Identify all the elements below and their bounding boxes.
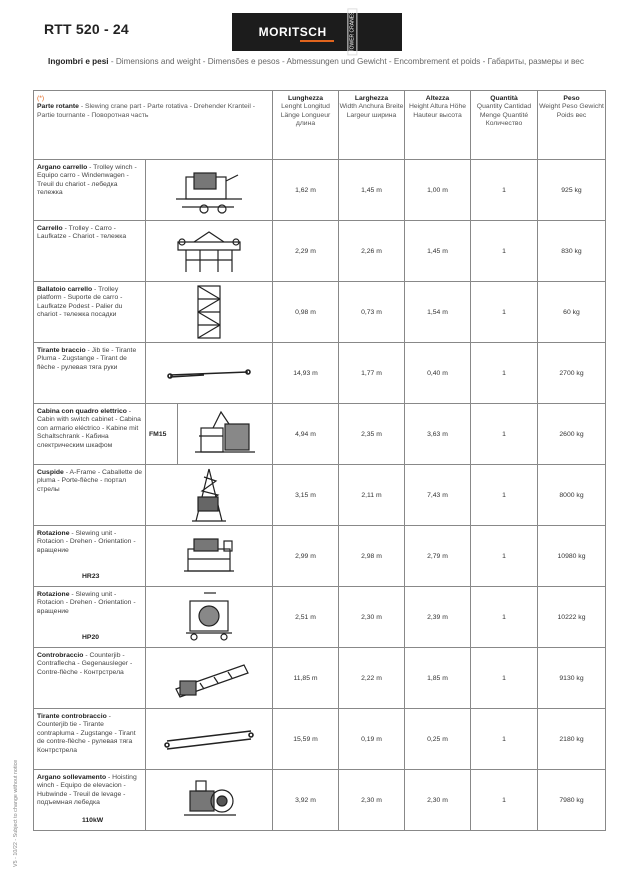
table-row	[34, 160, 606, 221]
row-length: 2,29 m	[273, 221, 339, 282]
row-description: Argano sollevamento - Hoisting winch - Equipo de elevacion - Hubwinde - Treuil de levage - подъемная лебедка 110kW	[34, 770, 146, 831]
table-header-row	[34, 91, 606, 160]
row-weight: 10222 kg	[538, 587, 606, 648]
row-length: 1,62 m	[273, 160, 339, 221]
col-weight-header: Peso Weight Peso Gewicht Poids вес	[538, 91, 606, 160]
row-description: Rotazione - Slewing unit - Rotacion - Drehen - Orientation - вращение HR23	[34, 526, 146, 587]
part-header-bold: Parte rotante	[37, 103, 79, 111]
row-description: Rotazione - Slewing unit - Rotacion - Drehen - Orientation - вращение HP20	[34, 587, 146, 648]
slewing-model-code: HR23	[82, 572, 100, 580]
row-description: Argano carrello - Trolley winch - Equipo carro - Windenwagen - Treuil du chariot - лебедка тележка	[34, 160, 146, 221]
row-width: 2,98 m	[339, 526, 405, 587]
row-height: 3,63 m	[405, 404, 471, 465]
row-height: 1,85 m	[405, 648, 471, 709]
row-length: 15,59 m	[273, 709, 339, 770]
row-length: 3,92 m	[273, 770, 339, 831]
col-height-header: Altezza Height Altura Höhe Hauteur высота	[405, 91, 471, 160]
table-row	[34, 526, 606, 587]
row-length: 0,98 m	[273, 282, 339, 343]
row-description: Carrello - Trolley - Carro - Laufkatze - Chariot - тележка	[34, 221, 146, 282]
row-length: 2,51 m	[273, 587, 339, 648]
row-description: Cabina con quadro elettrico - Cabin with switch cabinet - Cabina con armario eléctrico - Kabine mit Schaltschrank - Кабина слектрическим шкафом	[34, 404, 146, 465]
row-width: 0,73 m	[339, 282, 405, 343]
table-row	[34, 404, 606, 465]
row-quantity: 1	[471, 526, 538, 587]
row-description: Ballatoio carrello - Trolley platform - Suporte de carro - Laufkatze Podest - Palier du chariot - тележка посадки	[34, 282, 146, 343]
row-weight: 2180 kg	[538, 709, 606, 770]
row-height: 2,30 m	[405, 770, 471, 831]
table-row	[34, 709, 606, 770]
row-width: 2,35 m	[339, 404, 405, 465]
slewing-unit-drawing	[146, 526, 273, 587]
subtitle-rest: - Dimensions and weight - Dimensões e pesos - Abmessungen und Gewicht - Encombrement et poids - Габариты, размеры и вес	[108, 57, 584, 66]
counterjib-drawing	[146, 648, 273, 709]
row-quantity: 1	[471, 282, 538, 343]
slewing-unit-drawing	[146, 587, 273, 648]
row-weight: 830 kg	[538, 221, 606, 282]
row-description: Tirante controbraccio - Counterjib tie - Tirante contrapluma - Zugstange - Tirant de contre-flèche - рулевая тяга Контрстрела	[34, 709, 146, 770]
a-frame-drawing	[146, 465, 273, 526]
row-width: 2,26 m	[339, 221, 405, 282]
table-row	[34, 587, 606, 648]
row-quantity: 1	[471, 404, 538, 465]
table-row	[34, 648, 606, 709]
row-weight: 7980 kg	[538, 770, 606, 831]
cabin-model-code: FM15	[146, 404, 178, 465]
row-width: 0,19 m	[339, 709, 405, 770]
logo-tag: TOWER CRANES	[347, 9, 357, 56]
slewing-model-code: HP20	[82, 633, 100, 641]
row-height: 7,43 m	[405, 465, 471, 526]
row-weight: 925 kg	[538, 160, 606, 221]
logo-wordmark: MORITSCH	[258, 25, 327, 39]
row-length: 11,85 m	[273, 648, 339, 709]
row-weight: 9130 kg	[538, 648, 606, 709]
row-weight: 10980 kg	[538, 526, 606, 587]
row-height: 1,54 m	[405, 282, 471, 343]
row-width: 2,30 m	[339, 587, 405, 648]
row-quantity: 1	[471, 343, 538, 404]
subtitle-bold: Ingombri e pesi	[48, 57, 109, 66]
document-title: RTT 520 - 24	[44, 21, 129, 37]
row-quantity: 1	[471, 465, 538, 526]
trolley-winch-drawing	[146, 160, 273, 221]
row-width: 1,45 m	[339, 160, 405, 221]
part-header-cell	[34, 91, 273, 160]
page-subtitle	[0, 57, 632, 66]
table-row	[34, 221, 606, 282]
row-width: 2,11 m	[339, 465, 405, 526]
logo-accent-bar	[300, 40, 334, 42]
row-height: 2,79 m	[405, 526, 471, 587]
row-length: 14,93 m	[273, 343, 339, 404]
table-row	[34, 343, 606, 404]
col-width-header: Larghezza Width Anchura Breite Largeur ширина	[339, 91, 405, 160]
trolley-drawing	[146, 221, 273, 282]
part-marker: (*)	[37, 95, 45, 102]
dimensions-table	[33, 90, 606, 831]
row-description: Controbraccio - Counterjib - Contraflecha - Gegenausleger - Contre-flèche - Контрстрела	[34, 648, 146, 709]
row-height: 1,45 m	[405, 221, 471, 282]
counterjib-tie-drawing	[146, 709, 273, 770]
row-quantity: 1	[471, 221, 538, 282]
col-length-header: Lunghezza Lenght Longitud Länge Longueur длина	[273, 91, 339, 160]
row-length: 3,15 m	[273, 465, 339, 526]
row-width: 2,22 m	[339, 648, 405, 709]
row-length: 4,94 m	[273, 404, 339, 465]
cabin-drawing	[178, 404, 273, 465]
winch-power-code: 110kW	[82, 816, 104, 824]
row-height: 0,40 m	[405, 343, 471, 404]
row-weight: 2700 kg	[538, 343, 606, 404]
col-quantity-header: Quantità Quantity Cantidad Menge Quantité Количество	[471, 91, 538, 160]
table-row	[34, 770, 606, 831]
row-quantity: 1	[471, 587, 538, 648]
hoisting-winch-drawing	[146, 770, 273, 831]
version-footnote: V5 - 10/22 - Subject to change without notice	[13, 759, 19, 867]
row-description: Tirante braccio - Jib tie - Tirante Pluma - Zugstange - Tirant de flèche - рулевая тяга руки	[34, 343, 146, 404]
table-row	[34, 465, 606, 526]
row-length: 2,99 m	[273, 526, 339, 587]
brand-logo	[232, 13, 402, 51]
row-quantity: 1	[471, 160, 538, 221]
row-description: Cuspide - A-Frame - Caballette de pluma - Porte-flèche - портал стрелы	[34, 465, 146, 526]
row-width: 2,30 m	[339, 770, 405, 831]
row-height: 2,39 m	[405, 587, 471, 648]
row-weight: 2600 kg	[538, 404, 606, 465]
table-row	[34, 282, 606, 343]
row-weight: 60 kg	[538, 282, 606, 343]
row-height: 0,25 m	[405, 709, 471, 770]
row-quantity: 1	[471, 770, 538, 831]
row-weight: 8000 kg	[538, 465, 606, 526]
jib-tie-drawing	[146, 343, 273, 404]
row-height: 1,00 m	[405, 160, 471, 221]
row-width: 1,77 m	[339, 343, 405, 404]
row-quantity: 1	[471, 709, 538, 770]
row-quantity: 1	[471, 648, 538, 709]
part-header-rest: - Slewing crane part - Parte rotativa - Drehender Kranteil - Partie tournante - Поворотная часть	[37, 103, 255, 119]
trolley-platform-drawing	[146, 282, 273, 343]
